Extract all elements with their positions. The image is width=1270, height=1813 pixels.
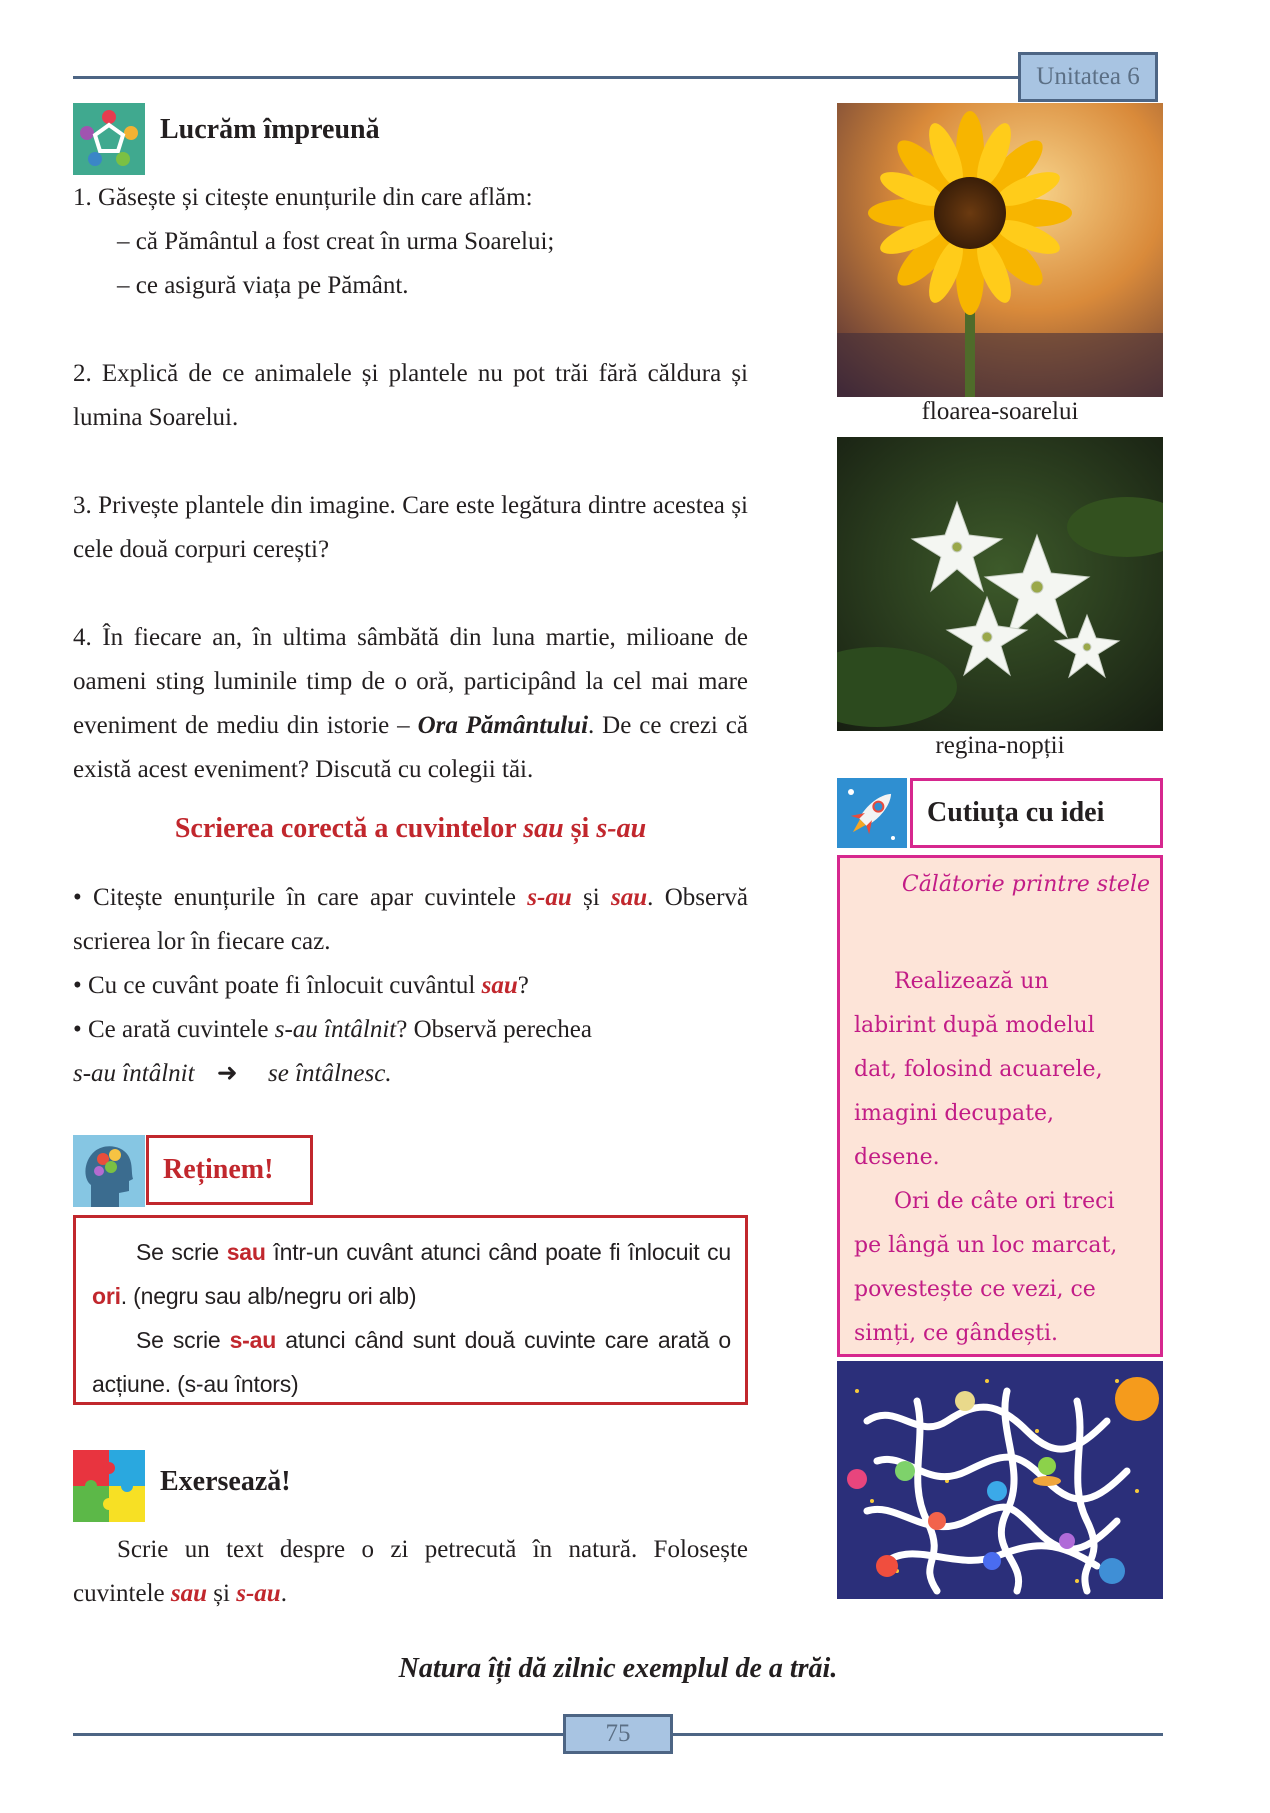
question-2: 2. Explică de ce animalele și plantele nu pot trăi fără căldura și lumina Soarelui. bbox=[73, 360, 748, 431]
rule-1-sau: sau bbox=[226, 1239, 266, 1265]
motto: Natura îți dă zilnic exemplul de a trăi. bbox=[398, 1653, 838, 1684]
unit-label: Unitatea 6 bbox=[1018, 52, 1158, 102]
pair-right: se întâlnesc. bbox=[268, 1060, 392, 1087]
spelling-heading-and: și bbox=[563, 813, 597, 844]
pair-left: s-au întâlnit bbox=[73, 1060, 195, 1087]
retinem-box bbox=[73, 1215, 748, 1405]
question-4-text: 4. În fiecare an, în ultima sâmbătă din luna martie, milioane de oameni sting luminile timp de o oră, participând la cel mai mare eveniment de mediu din istorie – bbox=[73, 624, 748, 739]
night-queen-photo bbox=[837, 437, 1163, 731]
retinem-rule-1 bbox=[92, 1230, 731, 1318]
question-4 bbox=[73, 616, 748, 792]
rule-2-s-au: s-au bbox=[229, 1327, 277, 1353]
bullet-1-s-au: s-au bbox=[527, 884, 572, 911]
sunflower-photo bbox=[837, 103, 1163, 397]
rule-2-text-end: atunci când sunt două cuvinte care arată o acțiune. (s-au întors) bbox=[92, 1327, 731, 1397]
puzzle-icon bbox=[73, 1450, 145, 1522]
ideas-subtitle: Călătorie printre stele bbox=[901, 872, 1150, 897]
bullet-2-sau: sau bbox=[481, 972, 518, 999]
teamwork-icon bbox=[73, 103, 145, 175]
ideas-title: Cutiuța cu idei bbox=[910, 778, 1163, 848]
exercise-and: și bbox=[207, 1580, 237, 1607]
question-1: 1. Găsește și citește enunțurile din care aflăm: bbox=[73, 184, 533, 211]
header-rule bbox=[73, 76, 1018, 79]
bullet-3-text-end: ? Observă perechea bbox=[396, 1016, 592, 1043]
rule-2-text: Se scrie bbox=[136, 1327, 230, 1353]
exercise-s-au: s-au bbox=[236, 1580, 281, 1607]
bullet-3-s-au-intalnit: s-au întâlnit bbox=[274, 1016, 397, 1043]
spelling-bullet-3 bbox=[73, 1008, 748, 1052]
spelling-heading-sau: sau bbox=[523, 813, 564, 844]
spelling-bullet-2 bbox=[73, 964, 748, 1008]
rocket-icon bbox=[837, 778, 907, 848]
question-1-item-a: – că Pământul a fost creat în urma Soarelui; bbox=[117, 228, 555, 255]
spelling-heading-text: Scrierea corectă a cuvintelor bbox=[174, 813, 524, 844]
bullet-2-text: • Cu ce cuvânt poate fi înlocuit cuvântul bbox=[73, 972, 482, 999]
footer-rule-left bbox=[73, 1733, 563, 1736]
word-pair bbox=[73, 1052, 748, 1096]
bullet-3-text: • Ce arată cuvintele bbox=[73, 1016, 275, 1043]
question-4-text-end: . De ce crezi că există acest eveniment? Discută cu colegii tăi. bbox=[73, 712, 748, 783]
section-title-exerseaza: Exersează! bbox=[160, 1466, 291, 1497]
bullet-1-and: și bbox=[571, 884, 612, 911]
section-title-lucram: Lucrăm împreună bbox=[160, 114, 380, 145]
bullet-1-sau: sau bbox=[611, 884, 648, 911]
rule-1-ori: ori bbox=[92, 1283, 121, 1309]
night-queen-caption: regina-nopții bbox=[935, 732, 1065, 759]
spelling-heading bbox=[73, 813, 748, 845]
sunflower-caption: floarea-soarelui bbox=[921, 398, 1079, 425]
bullet-1-text: • Citește enunțurile în care apar cuvintele bbox=[73, 884, 528, 911]
exercise-sau: sau bbox=[170, 1580, 208, 1607]
bullet-1-text-end: . Observă scrierea lor în fiecare caz. bbox=[73, 884, 748, 955]
ora-pamantului: Ora Pământului bbox=[417, 712, 589, 739]
spelling-bullet-1 bbox=[73, 876, 748, 964]
arrow-right-icon: ➜ bbox=[216, 1060, 238, 1087]
space-labyrinth-image bbox=[837, 1361, 1163, 1599]
rule-1-text-mid: într-un cuvânt atunci când poate fi înlocuit cu bbox=[265, 1239, 731, 1265]
exercise-text-end: . bbox=[280, 1580, 287, 1607]
question-1-item-b: – ce asigură viața pe Pământ. bbox=[117, 272, 409, 299]
spelling-heading-s-au: s-au bbox=[596, 813, 647, 844]
rule-1-text-end: . (negru sau alb/negru ori alb) bbox=[120, 1283, 417, 1309]
retinem-title: Reținem! bbox=[146, 1135, 313, 1205]
page-number: 75 bbox=[563, 1714, 673, 1754]
ideas-box bbox=[837, 855, 1163, 1357]
ideas-paragraph-1: Realizează un labirint după modelul dat, folosind acuarele, imagini decupate, desene. bbox=[854, 969, 1103, 1170]
exercise-text-body: Scrie un text despre o zi petrecută în natură. Folosește cuvintele bbox=[73, 1536, 748, 1607]
brain-head-icon bbox=[73, 1135, 145, 1207]
exercise-text bbox=[73, 1528, 748, 1616]
question-3: 3. Privește plantele din imagine. Care este legătura dintre acestea și cele două corpuri cerești? bbox=[73, 492, 748, 563]
rule-1-text: Se scrie bbox=[136, 1239, 227, 1265]
footer-rule-right bbox=[673, 1733, 1163, 1736]
bullet-2-text-end: ? bbox=[517, 972, 529, 999]
ideas-paragraph-2: Ori de câte ori treci pe lângă un loc marcat, povestește ce vezi, ce simți, ce gândești. bbox=[854, 1189, 1118, 1346]
retinem-rule-2 bbox=[92, 1318, 731, 1406]
